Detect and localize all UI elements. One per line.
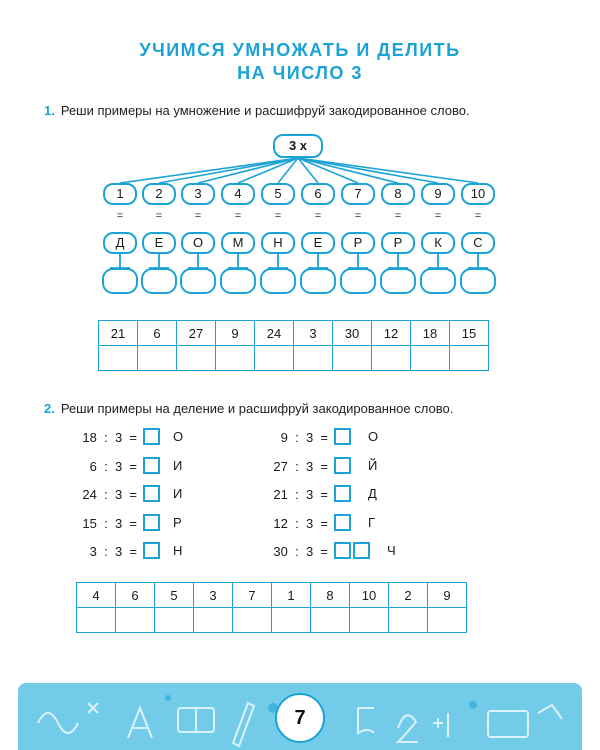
equals-sign: = xyxy=(314,210,322,222)
decoded-letter-cell[interactable] xyxy=(294,346,333,371)
code-letter: О xyxy=(368,429,379,444)
letter-box: Е xyxy=(301,232,335,254)
code-letter: Г xyxy=(368,515,376,530)
answer-box[interactable] xyxy=(141,268,177,294)
answer-square[interactable] xyxy=(334,428,351,445)
pencil-doodle-icon xyxy=(233,703,254,746)
fan-line xyxy=(298,158,438,183)
star-doodle-icon xyxy=(469,701,477,709)
division-expression: 27 : 3 = xyxy=(273,459,328,474)
letter-box: М xyxy=(221,232,255,254)
decoded-letter-cell[interactable] xyxy=(255,346,294,371)
task1-code-table xyxy=(98,320,489,371)
decoded-letter-cell[interactable] xyxy=(311,608,350,633)
decoded-letter-cell[interactable] xyxy=(77,608,116,633)
answer-square[interactable] xyxy=(353,542,370,559)
code-number-cell: 15 xyxy=(450,321,489,346)
letter-box: Е xyxy=(142,232,176,254)
division-example xyxy=(0,459,328,481)
letter-box: С xyxy=(461,232,495,254)
multiplier-box: 1 xyxy=(103,183,137,205)
division-example xyxy=(0,430,328,452)
code-letter: Н xyxy=(173,543,183,558)
code-number-cell: 18 xyxy=(411,321,450,346)
code-number-cell: 4 xyxy=(77,583,116,608)
letter-a-doodle-icon xyxy=(128,708,152,738)
answer-box[interactable] xyxy=(102,268,138,294)
task2-instruction xyxy=(44,401,453,416)
answer-box[interactable] xyxy=(420,268,456,294)
answer-box[interactable] xyxy=(300,268,336,294)
multiplier-box: 10 xyxy=(461,183,495,205)
equals-sign: = xyxy=(234,210,242,222)
decoded-letter-cell[interactable] xyxy=(116,608,155,633)
decoded-letter-cell[interactable] xyxy=(372,346,411,371)
multiplier-box: 5 xyxy=(261,183,295,205)
letter-box: О xyxy=(181,232,215,254)
decoded-letter-cell[interactable] xyxy=(450,346,489,371)
code-number-cell: 10 xyxy=(350,583,389,608)
task2-code-numbers-row xyxy=(77,583,467,608)
multiplier-box: 6 xyxy=(301,183,335,205)
page-title-line1: УЧИМСЯ УМНОЖАТЬ И ДЕЛИТЬ xyxy=(139,40,461,60)
code-number-cell: 7 xyxy=(233,583,272,608)
code-number-cell: 6 xyxy=(116,583,155,608)
code-letter: Р xyxy=(173,515,182,530)
letter-box: К xyxy=(421,232,455,254)
code-letter: И xyxy=(173,486,183,501)
code-number-cell: 8 xyxy=(311,583,350,608)
code-letter: О xyxy=(173,429,184,444)
equals-sign: = xyxy=(434,210,442,222)
plus-doodle-icon xyxy=(88,703,98,713)
code-number-cell: 6 xyxy=(138,321,177,346)
code-number-cell: 2 xyxy=(389,583,428,608)
answer-box[interactable] xyxy=(340,268,376,294)
code-number-cell: 3 xyxy=(294,321,333,346)
letter-b-doodle-icon xyxy=(358,708,374,733)
code-number-cell: 30 xyxy=(333,321,372,346)
number-two-doodle-icon xyxy=(398,715,418,742)
page-title-line2: НА ЧИСЛО 3 xyxy=(237,63,363,83)
book-open-doodle-icon xyxy=(488,711,528,737)
code-number-cell: 24 xyxy=(255,321,294,346)
division-expression: 3 : 3 = xyxy=(89,544,137,559)
decoded-letter-cell[interactable] xyxy=(411,346,450,371)
division-example xyxy=(0,516,328,538)
code-number-cell: 5 xyxy=(155,583,194,608)
task2-answer-row xyxy=(77,608,467,633)
star-doodle-icon xyxy=(165,695,171,701)
letter-box: Р xyxy=(341,232,375,254)
answer-square[interactable] xyxy=(334,485,351,502)
division-expression: 18 : 3 = xyxy=(82,430,137,445)
decoded-letter-cell[interactable] xyxy=(194,608,233,633)
operator-box: 3 х xyxy=(273,134,323,158)
task1-number: 1. xyxy=(44,103,55,118)
task1-text: Реши примеры на умножение и расшифруй закодированное слово. xyxy=(60,103,470,118)
division-example xyxy=(0,487,328,509)
code-letter: Ч xyxy=(387,543,396,558)
decoded-letter-cell[interactable] xyxy=(138,346,177,371)
answer-box[interactable] xyxy=(380,268,416,294)
code-number-cell: 3 xyxy=(194,583,233,608)
task2-code-table xyxy=(76,582,467,633)
multiplier-box: 2 xyxy=(142,183,176,205)
division-example xyxy=(0,544,328,566)
code-number-cell: 21 xyxy=(99,321,138,346)
task2-text: Реши примеры на деление и расшифруй закодированное слово. xyxy=(60,401,454,416)
code-letter: Й xyxy=(368,458,378,473)
letter-box: Н xyxy=(261,232,295,254)
multiplier-box: 4 xyxy=(221,183,255,205)
task1-code-numbers-row xyxy=(99,321,489,346)
decoded-letter-cell[interactable] xyxy=(333,346,372,371)
decoded-letter-cell[interactable] xyxy=(272,608,311,633)
division-expression: 9 : 3 = xyxy=(280,430,328,445)
fan-line xyxy=(120,158,298,183)
code-number-cell: 12 xyxy=(372,321,411,346)
division-expression: 12 : 3 = xyxy=(273,516,328,531)
equals-sign: = xyxy=(394,210,402,222)
decoded-letter-cell[interactable] xyxy=(350,608,389,633)
answer-box[interactable] xyxy=(220,268,256,294)
multiplier-box: 8 xyxy=(381,183,415,205)
fan-line xyxy=(298,158,478,183)
answer-box[interactable] xyxy=(460,268,496,294)
answer-square[interactable] xyxy=(334,514,351,531)
code-number-cell: 9 xyxy=(216,321,255,346)
equals-sign: = xyxy=(474,210,482,222)
answer-box[interactable] xyxy=(260,268,296,294)
task1-answer-row xyxy=(99,346,489,371)
answer-box[interactable] xyxy=(180,268,216,294)
equals-sign: = xyxy=(116,210,124,222)
decoded-letter-cell[interactable] xyxy=(233,608,272,633)
decoded-letter-cell[interactable] xyxy=(155,608,194,633)
decoded-letter-cell[interactable] xyxy=(428,608,467,633)
multiplier-box: 9 xyxy=(421,183,455,205)
page-number: 7 xyxy=(275,693,325,743)
fan-line xyxy=(159,158,298,183)
equals-sign: = xyxy=(155,210,163,222)
equals-sign: = xyxy=(354,210,362,222)
plus-small-doodle-icon xyxy=(433,718,443,728)
code-number-cell: 1 xyxy=(272,583,311,608)
decoded-letter-cell[interactable] xyxy=(216,346,255,371)
division-expression: 21 : 3 = xyxy=(273,487,328,502)
division-expression: 15 : 3 = xyxy=(82,516,137,531)
division-expression: 24 : 3 = xyxy=(82,487,137,502)
letter-box: Р xyxy=(381,232,415,254)
division-expression: 30 : 3 = xyxy=(273,544,328,559)
task2-number: 2. xyxy=(44,401,55,416)
code-letter: Д xyxy=(368,486,377,501)
answer-square[interactable] xyxy=(334,542,351,559)
wave-doodle-icon xyxy=(38,713,78,733)
code-number-cell: 9 xyxy=(428,583,467,608)
multiplier-box: 3 xyxy=(181,183,215,205)
decoded-letter-cell[interactable] xyxy=(99,346,138,371)
equals-sign: = xyxy=(194,210,202,222)
multiplier-box: 7 xyxy=(341,183,375,205)
decoded-letter-cell[interactable] xyxy=(389,608,428,633)
gamma-doodle-icon xyxy=(538,705,562,719)
decoded-letter-cell[interactable] xyxy=(177,346,216,371)
division-expression: 6 : 3 = xyxy=(89,459,137,474)
equals-sign: = xyxy=(274,210,282,222)
code-number-cell: 27 xyxy=(177,321,216,346)
letter-box: Д xyxy=(103,232,137,254)
answer-square[interactable] xyxy=(334,457,351,474)
code-letter: И xyxy=(173,458,183,473)
